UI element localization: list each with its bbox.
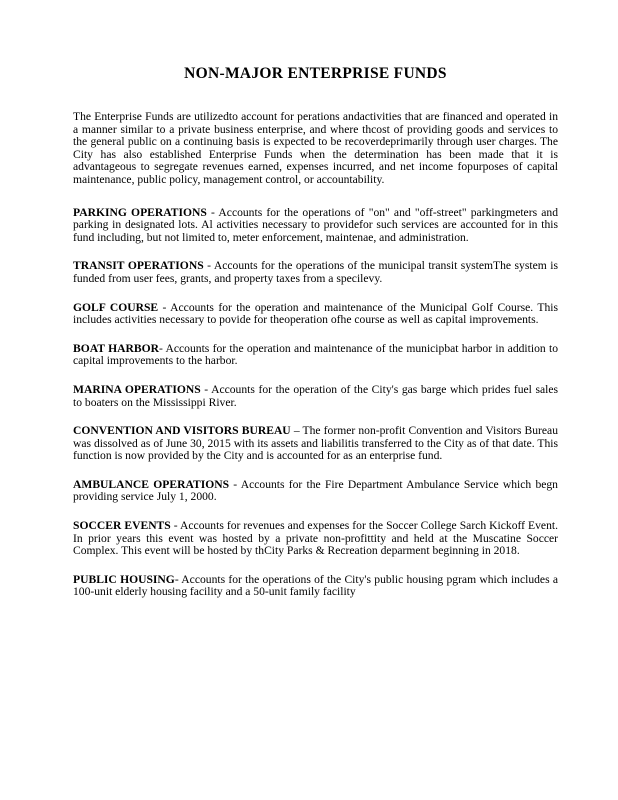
section-body: - Accounts for the operation and maintenance of the Municipal Golf Course. This includes activities necessary to povide for theoperation ofhe course as well as capital improvements. (73, 300, 558, 327)
section-heading: AMBULANCE OPERATIONS (73, 477, 230, 491)
section-heading: TRANSIT OPERATIONS (73, 259, 204, 273)
section-body: - Accounts for the operations of "on" and "off-street" parkingmeters and parking in designated lots. Al activities necessary to providefor such services are accounted for in this fund including, but not limited to, meter enforcement, maintenae, and administration. (73, 205, 558, 244)
section-public-housing (73, 574, 558, 599)
section-heading: CONVENTION AND VISITORS BUREAU (73, 424, 291, 438)
section-heading: PUBLIC HOUSING (73, 572, 175, 586)
section-marina-operations (73, 384, 558, 409)
section-body: - Accounts for the operation and maintenance of the municipbat harbor in addition to capital improvements to the harbor. (73, 341, 558, 368)
section-body: - Accounts for the operations of the municipal transit systemThe system is funded from user fees, grants, and property taxes from a specilevy. (73, 259, 558, 285)
section-heading: PARKING OPERATIONS (73, 205, 207, 219)
section-parking-operations (73, 207, 558, 245)
section-body: - Accounts for revenues and expenses for the Soccer College Sarch Kickoff Event. In prior years this event was hosted by a private non-profittity and held at the Muscatine Soccer Complex. This event will be hosted by thCity Parks & Recreation deparment beginning in 2018. (73, 519, 558, 558)
section-body: - Accounts for the operations of the City's public housing pgram which includes a 100-unit elderly housing facility and a 50-unit family facility (73, 572, 558, 599)
section-heading: MARINA OPERATIONS (73, 382, 201, 396)
section-heading: SOCCER EVENTS (73, 519, 171, 533)
section-heading: BOAT HARBOR (73, 341, 159, 355)
section-transit-operations (73, 260, 558, 285)
section-convention-visitors-bureau (73, 425, 558, 463)
section-golf-course (73, 302, 558, 327)
section-boat-harbor (73, 343, 558, 368)
section-body: - Accounts for the operation of the City's gas barge which prides fuel sales to boaters on the Mississippi River. (73, 382, 558, 409)
section-ambulance-operations (73, 479, 558, 504)
section-heading: GOLF COURSE (73, 300, 159, 314)
intro-paragraph: The Enterprise Funds are utilizedto account for perations andactivities that are financed and operated in a manner similar to a private business enterprise, and where thcost of providing goods and services to the general public on a continuing basis is expected to be recoverdeprimarily through user charges. The City has also established Enterprise Funds when the determination has been made that it is advantageous to segregate revenues earned, expenses incurred, and net income fopurposes of capital maintenance, public policy, management control, or accountability. (73, 110, 558, 186)
section-body: – The former non-profit Convention and Visitors Bureau was dissolved as of June 30, 2015 with its assets and liabilitis transferred to the City as of that date. This function is now provided by the City and is accounted for as an enterprise fund. (73, 424, 558, 463)
section-soccer-events (73, 520, 558, 558)
section-body: - Accounts for the Fire Department Ambulance Service which begn providing service July 1, 2000. (73, 477, 558, 504)
page-title: NON-MAJOR ENTERPRISE FUNDS (184, 65, 447, 82)
